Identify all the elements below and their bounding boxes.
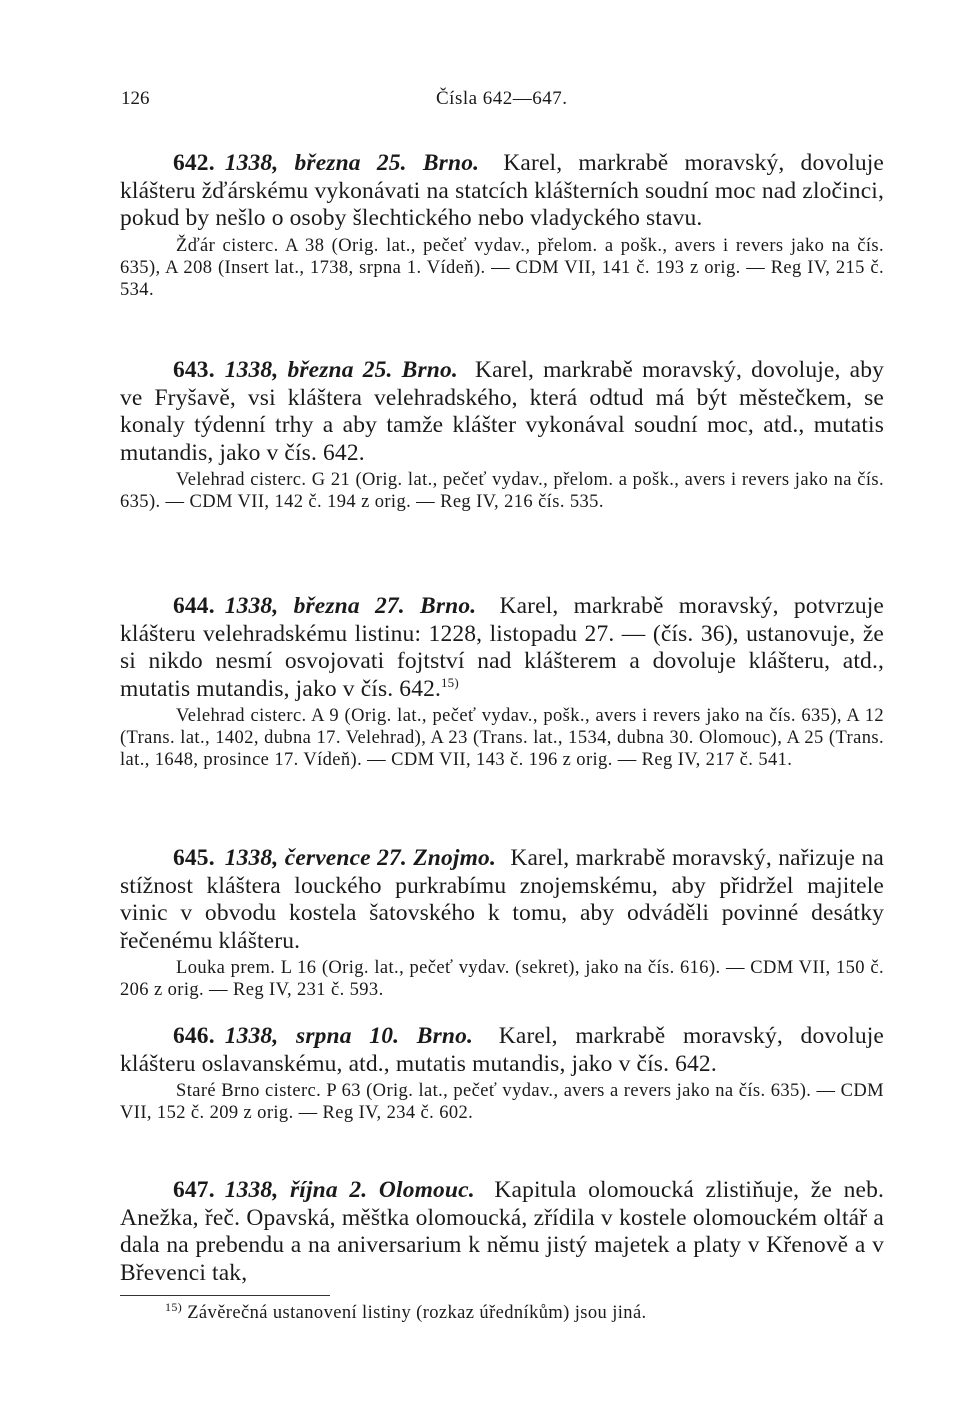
entry-text: Karel, markrabě moravský, nařizuje na stížnost kláštera louckého purkrabímu znojemskému, aby přidržel majitele vinic v obvodu kostela šatovského k tomu, aby odváděli povinné desátky řečenému klášteru. — [120, 845, 884, 954]
entry-number: 642. — [173, 150, 215, 176]
source-text: Velehrad cisterc. A 9 (Orig. lat., pečeť vydav., pošk., avers i revers jako na čís. 635), A 12 (Trans. lat., 1402, dubna 17. Velehrad), A 23 (Trans. lat., 1534, dubna 30. Olomouc), A 25 (Trans. lat., 1648, prosince 17. Vídeň). — CDM VII, 143 č. 196 z orig. — Reg IV, 217 č. 541. — [120, 706, 884, 770]
entry-number: 643. — [173, 357, 215, 383]
entry-text: Karel, markrabě moravský, dovoluje klášteru oslavanskému, atd., mutatis mutandis, jako v čís. 642. — [120, 1023, 884, 1077]
entry-date: 1338, srpna 10. Brno. — [224, 1023, 474, 1049]
entry-body — [120, 1023, 884, 1078]
entry-number: 646. — [173, 1023, 215, 1049]
entry-source — [120, 1080, 884, 1124]
source-text: Louka prem. L 16 (Orig. lat., pečeť vydav. (sekret), jako na čís. 616). — CDM VII, 150 č. 206 z orig. — Reg IV, 231 č. 593. — [120, 958, 884, 1000]
entry-date: 1338, března 25. Brno. — [224, 150, 480, 176]
source-text: Velehrad cisterc. G 21 (Orig. lat., pečeť vydav., přelom. a pošk., avers i revers jako na čís. 635). — CDM VII, 142 č. 194 z orig. — Reg IV, 216 čís. 535. — [120, 470, 884, 512]
footnote-text: Závěrečná ustanovení listiny (rozkaz úředníkům) jsou jiná. — [187, 1303, 647, 1323]
entry-source — [120, 957, 884, 1001]
page-header — [0, 88, 960, 116]
footnote-mark: 15) — [165, 1299, 183, 1314]
entry-642 — [120, 150, 884, 301]
entry-644 — [120, 593, 884, 771]
entry-text: Karel, markrabě moravský, potvrzuje klášteru velehradskému listinu: 1228, listopadu 27. — (čís. 36), ustanovuje, že si nikdo nesmí osvojovati fojtství nad klášterem a dovoluje klášteru, atd., mutatis mutandis, jako v čís. 642. — [120, 593, 884, 702]
entry-645 — [120, 845, 884, 1001]
entry-body — [120, 150, 884, 233]
entry-647 — [120, 1177, 884, 1287]
entry-date: 1338, března 25. Brno. — [224, 357, 458, 383]
source-text: Staré Brno cisterc. P 63 (Orig. lat., pečeť vydav., avers a revers jako na čís. 635). — CDM VII, 152 č. 209 z orig. — Reg IV, 234 č. 602. — [120, 1081, 884, 1123]
entry-number: 644. — [173, 593, 215, 619]
entry-text: Kapitula olomoucká zlistiňuje, že neb. Anežka, řeč. Opavská, měštka olomoucká, zřídila v kostele olomouckém oltář a dala na prebendu a na aniversarium k němu jistý majetek a platy v Křenově a v Břevenci tak, — [120, 1177, 884, 1286]
running-title: Čísla 642—647. — [436, 88, 568, 109]
entry-date: 1338, července 27. Znojmo. — [224, 845, 496, 871]
entry-646 — [120, 1023, 884, 1124]
entry-number: 647. — [173, 1177, 215, 1203]
entry-text: Karel, markrabě moravský, dovoluje, aby ve Fryšavě, vsi kláštera velehradského, která odtud má být městečkem, se konaly týdenní trhy a aby tamže klášter vykonával soudní moc, atd., mutatis mutandis, jako v čís. 642. — [120, 357, 885, 466]
entry-643 — [120, 357, 884, 513]
source-text: Žďár cisterc. A 38 (Orig. lat., pečeť vydav., přelom. a pošk., avers i revers jako na čís. 635), A 208 (Insert lat., 1738, srpna 1. Vídeň). — CDM VII, 141 č. 193 z orig. — Reg IV, 215 č. 534. — [120, 235, 884, 300]
entry-text: Karel, markrabě moravský, dovoluje klášteru žďárskému vykonávati na statcích klášterních soudní moc nad zločinci, pokud by nešlo o osoby šlechtického nebo vladyckého stavu. — [120, 150, 885, 231]
footnote — [165, 1299, 647, 1324]
entry-body — [120, 1177, 884, 1287]
page-number: 126 — [121, 88, 150, 109]
entry-body — [120, 845, 884, 955]
entry-date: 1338, března 27. Brno. — [224, 593, 477, 619]
entry-source — [120, 469, 884, 513]
entry-body — [120, 593, 884, 703]
entry-body — [120, 357, 884, 467]
entry-number: 645. — [173, 845, 215, 871]
entry-source — [120, 705, 884, 771]
footnote-divider — [120, 1295, 330, 1296]
footnote-reference: 15) — [441, 674, 459, 690]
entry-source — [120, 235, 884, 301]
entry-date: 1338, října 2. Olomouc. — [224, 1177, 475, 1203]
